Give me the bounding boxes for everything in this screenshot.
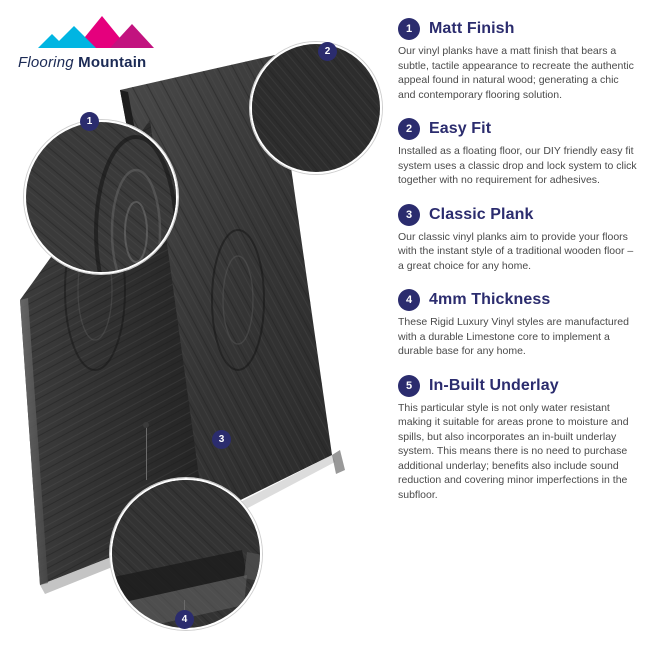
callout-zoom-1 — [24, 120, 178, 274]
leader-line-3 — [146, 425, 147, 480]
feature-item-2 — [398, 118, 638, 188]
feature-item-1 — [398, 18, 638, 102]
feature-4-head — [398, 289, 638, 311]
feature-3-title: Classic Plank — [429, 205, 534, 223]
feature-3-body: Our classic vinyl planks aim to provide your floors with the instant style of a traditional wooden floor – a great choice for any home. — [398, 230, 634, 272]
feature-1-body: Our vinyl planks have a matt finish that bears a subtle, tactile appearance to recreate the authentic appeal found in natural wood; generating a chic and contemporary flooring solution. — [398, 45, 634, 101]
feature-2-head — [398, 118, 638, 140]
badge-3: 3 — [212, 430, 231, 449]
feature-2-number: 2 — [398, 118, 420, 140]
feature-list — [398, 18, 638, 518]
brand-name-light: Flooring — [18, 54, 74, 71]
callout-zoom-2 — [250, 42, 382, 174]
feature-5-head — [398, 375, 638, 397]
feature-5-title: In-Built Underlay — [429, 376, 559, 394]
mountain-logo-icon — [36, 14, 166, 56]
feature-5-body: This particular style is not only water resistant making it suitable for areas prone to moisture and spills, but also incorporates an in-built underlay system. This means there is no need to purchase additional underlay; benefits also include sound reduction and covering minor imperfections in the subfloor. — [398, 401, 629, 501]
feature-2-body: Installed as a floating floor, our DIY friendly easy fit system uses a classic drop and lock system to click together with no requirement for adhesives. — [398, 145, 637, 186]
feature-2-title: Easy Fit — [429, 120, 492, 137]
brand-logo — [18, 14, 178, 76]
badge-2: 2 — [318, 42, 337, 61]
feature-item-3 — [398, 204, 638, 274]
feature-1-title: Matt Finish — [429, 20, 515, 37]
brand-name-bold: Mountain — [78, 54, 147, 71]
callout-1-texture — [24, 120, 178, 274]
feature-item-4 — [398, 289, 638, 359]
callout-2-texture — [250, 42, 382, 174]
badge-1: 1 — [80, 112, 99, 131]
feature-1-number: 1 — [398, 18, 420, 40]
feature-3-head — [398, 204, 638, 226]
feature-item-5 — [398, 375, 638, 503]
feature-5-number: 5 — [398, 375, 420, 397]
feature-3-number: 3 — [398, 204, 420, 226]
feature-4-number: 4 — [398, 289, 420, 311]
brand-name — [18, 54, 146, 71]
callout-4-texture — [110, 478, 262, 630]
leader-dot-3 — [143, 422, 149, 428]
badge-4: 4 — [175, 610, 194, 629]
feature-4-title: 4mm Thickness — [429, 291, 551, 308]
feature-1-head — [398, 18, 638, 40]
feature-4-body: These Rigid Luxury Vinyl styles are manufactured with a durable Limestone core to implement a durable base for any home. — [398, 316, 629, 357]
callout-zoom-4 — [110, 478, 262, 630]
